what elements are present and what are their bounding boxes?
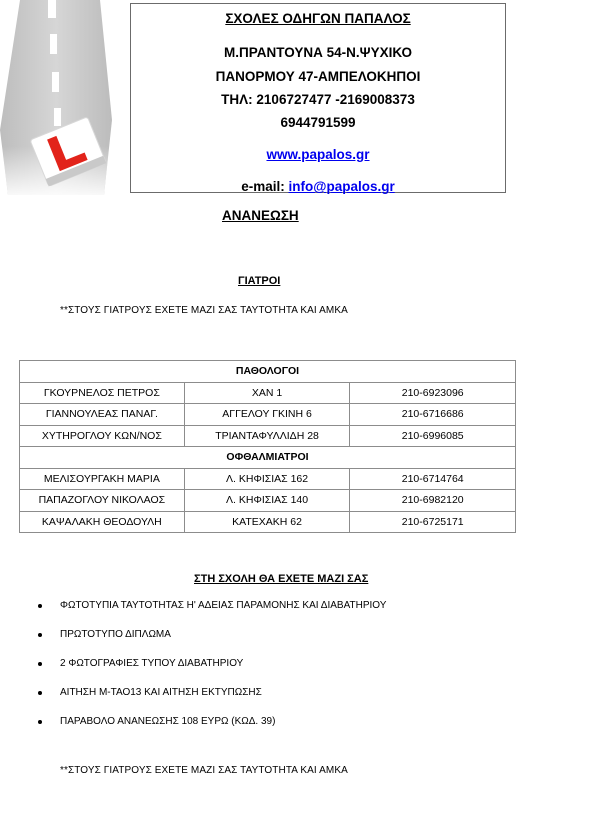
- doctor-address-cell: ΚΑΤΕΧΑΚΗ 62: [184, 511, 350, 533]
- doctor-name-cell: ΜΕΛΙΣΟΥΡΓΑΚΗ ΜΑΡΙΑ: [20, 468, 185, 490]
- page-title: ΑΝΑΝΕΩΣΗ: [222, 208, 299, 223]
- doctor-phone-cell: 210-6714764: [350, 468, 516, 490]
- doctor-phone-cell: 210-6716686: [350, 404, 516, 426]
- doctor-name-cell: ΧΥΤΗΡΟΓΛΟΥ ΚΩΝ/ΝΟΣ: [20, 425, 185, 447]
- email-label: e-mail:: [241, 179, 289, 194]
- bullet-icon: [38, 633, 42, 637]
- list-item-text: ΠΡΩΤΟΤΥΠΟ ΔΙΠΛΩΜΑ: [60, 629, 171, 640]
- doctor-phone-cell: 210-6725171: [350, 511, 516, 533]
- list-item-text: ΠΑΡΑΒΟΛΟ ΑΝΑΝΕΩΣΗΣ 108 ΕΥΡΩ (ΚΩΔ. 39): [60, 716, 276, 727]
- doctor-address-cell: Λ. ΚΗΦΙΣΙΑΣ 162: [184, 468, 350, 490]
- mobile-line: 6944791599: [280, 115, 356, 130]
- doctor-name-cell: ΚΑΨΑΛΑΚΗ ΘΕΟΔΟΥΛΗ: [20, 511, 185, 533]
- table-group-row: [20, 361, 516, 383]
- bullet-icon: [38, 691, 42, 695]
- table-group-row: [20, 447, 516, 469]
- list-item-text: ΦΩΤΟΤΥΠΙΑ ΤΑΥΤΟΤΗΤΑΣ Η' ΑΔΕΙΑΣ ΠΑΡΑΜΟΝΗΣ ΚΑΙ ΔΙΑΒΑΤΗΡΙΟΥ: [60, 600, 387, 611]
- table-group-title: ΠΑΘΟΛΟΓΟΙ: [20, 361, 516, 383]
- learner-plate-logo: [0, 0, 150, 195]
- table-row: [20, 404, 516, 426]
- list-item: [38, 687, 386, 716]
- bullet-icon: [38, 720, 42, 724]
- list-item: [38, 600, 386, 629]
- requirements-list: [38, 600, 386, 745]
- doctor-phone-cell: 210-6996085: [350, 425, 516, 447]
- list-item-text: ΑΙΤΗΣΗ Μ-ΤΑΟ13 ΚΑΙ ΑΙΤΗΣΗ ΕΚΤΥΠΩΣΗΣ: [60, 687, 262, 698]
- bullet-icon: [38, 604, 42, 608]
- table-row: [20, 468, 516, 490]
- bullet-icon: [38, 662, 42, 666]
- table-row: [20, 511, 516, 533]
- email-line: [131, 179, 505, 194]
- doctor-address-cell: ΑΓΓΕΛΟΥ ΓΚΙΝΗ 6: [184, 404, 350, 426]
- phone-line: ΤΗΛ: 2106727477 -2169008373: [221, 92, 415, 107]
- list-item: [38, 658, 386, 687]
- doctors-note: **ΣΤΟΥΣ ΓΙΑΤΡΟΥΣ ΕΧΕΤΕ ΜΑΖΙ ΣΑΣ ΤΑΥΤΟΤΗΤΑ ΚΑΙ ΑΜΚΑ: [60, 305, 348, 316]
- list-item: [38, 716, 386, 745]
- doctor-name-cell: ΓΚΟΥΡΝΕΛΟΣ ΠΕΤΡΟΣ: [20, 382, 185, 404]
- table-group-title: ΟΦΘΑΛΜΙΑΤΡΟΙ: [20, 447, 516, 469]
- table-row: [20, 490, 516, 512]
- doctor-name-cell: ΠΑΠΑΖΟΓΛΟΥ ΝΙΚΟΛΑΟΣ: [20, 490, 185, 512]
- address-line-1: Μ.ΠΡΑΝΤΟΥΝΑ 54-Ν.ΨΥΧΙΚΟ: [224, 45, 412, 60]
- contact-header-box: [130, 3, 506, 193]
- doctor-address-cell: ΧΑΝ 1: [184, 382, 350, 404]
- table-row: [20, 425, 516, 447]
- school-items-heading: ΣΤΗ ΣΧΟΛΗ ΘΑ ΕΧΕΤΕ ΜΑΖΙ ΣΑΣ: [194, 573, 369, 585]
- website-link[interactable]: www.papalos.gr: [266, 147, 370, 162]
- list-item-text: 2 ΦΩΤΟΓΡΑΦΙΕΣ ΤΥΠΟΥ ΔΙΑΒΑΤΗΡΙΟΥ: [60, 658, 244, 669]
- footer-note: **ΣΤΟΥΣ ΓΙΑΤΡΟΥΣ ΕΧΕΤΕ ΜΑΖΙ ΣΑΣ ΤΑΥΤΟΤΗΤΑ ΚΑΙ ΑΜΚΑ: [60, 765, 348, 776]
- address-line-2: ΠΑΝΟΡΜΟΥ 47-ΑΜΠΕΛΟΚΗΠΟΙ: [215, 69, 421, 84]
- doctor-address-cell: Λ. ΚΗΦΙΣΙΑΣ 140: [184, 490, 350, 512]
- doctors-heading: ΓΙΑΤΡΟΙ: [238, 275, 281, 287]
- list-item: [38, 629, 386, 658]
- doctors-table: [19, 360, 516, 533]
- school-name: ΣΧΟΛΕΣ ΟΔΗΓΩΝ ΠΑΠΑΛΟΣ: [225, 11, 411, 26]
- doctor-phone-cell: 210-6982120: [350, 490, 516, 512]
- doctor-address-cell: ΤΡΙΑΝΤΑΦΥΛΛΙΔΗ 28: [184, 425, 350, 447]
- table-row: [20, 382, 516, 404]
- doctor-name-cell: ΓΙΑΝΝΟΥΛΕΑΣ ΠΑΝΑΓ.: [20, 404, 185, 426]
- doctor-phone-cell: 210-6923096: [350, 382, 516, 404]
- email-link[interactable]: info@papalos.gr: [288, 179, 395, 194]
